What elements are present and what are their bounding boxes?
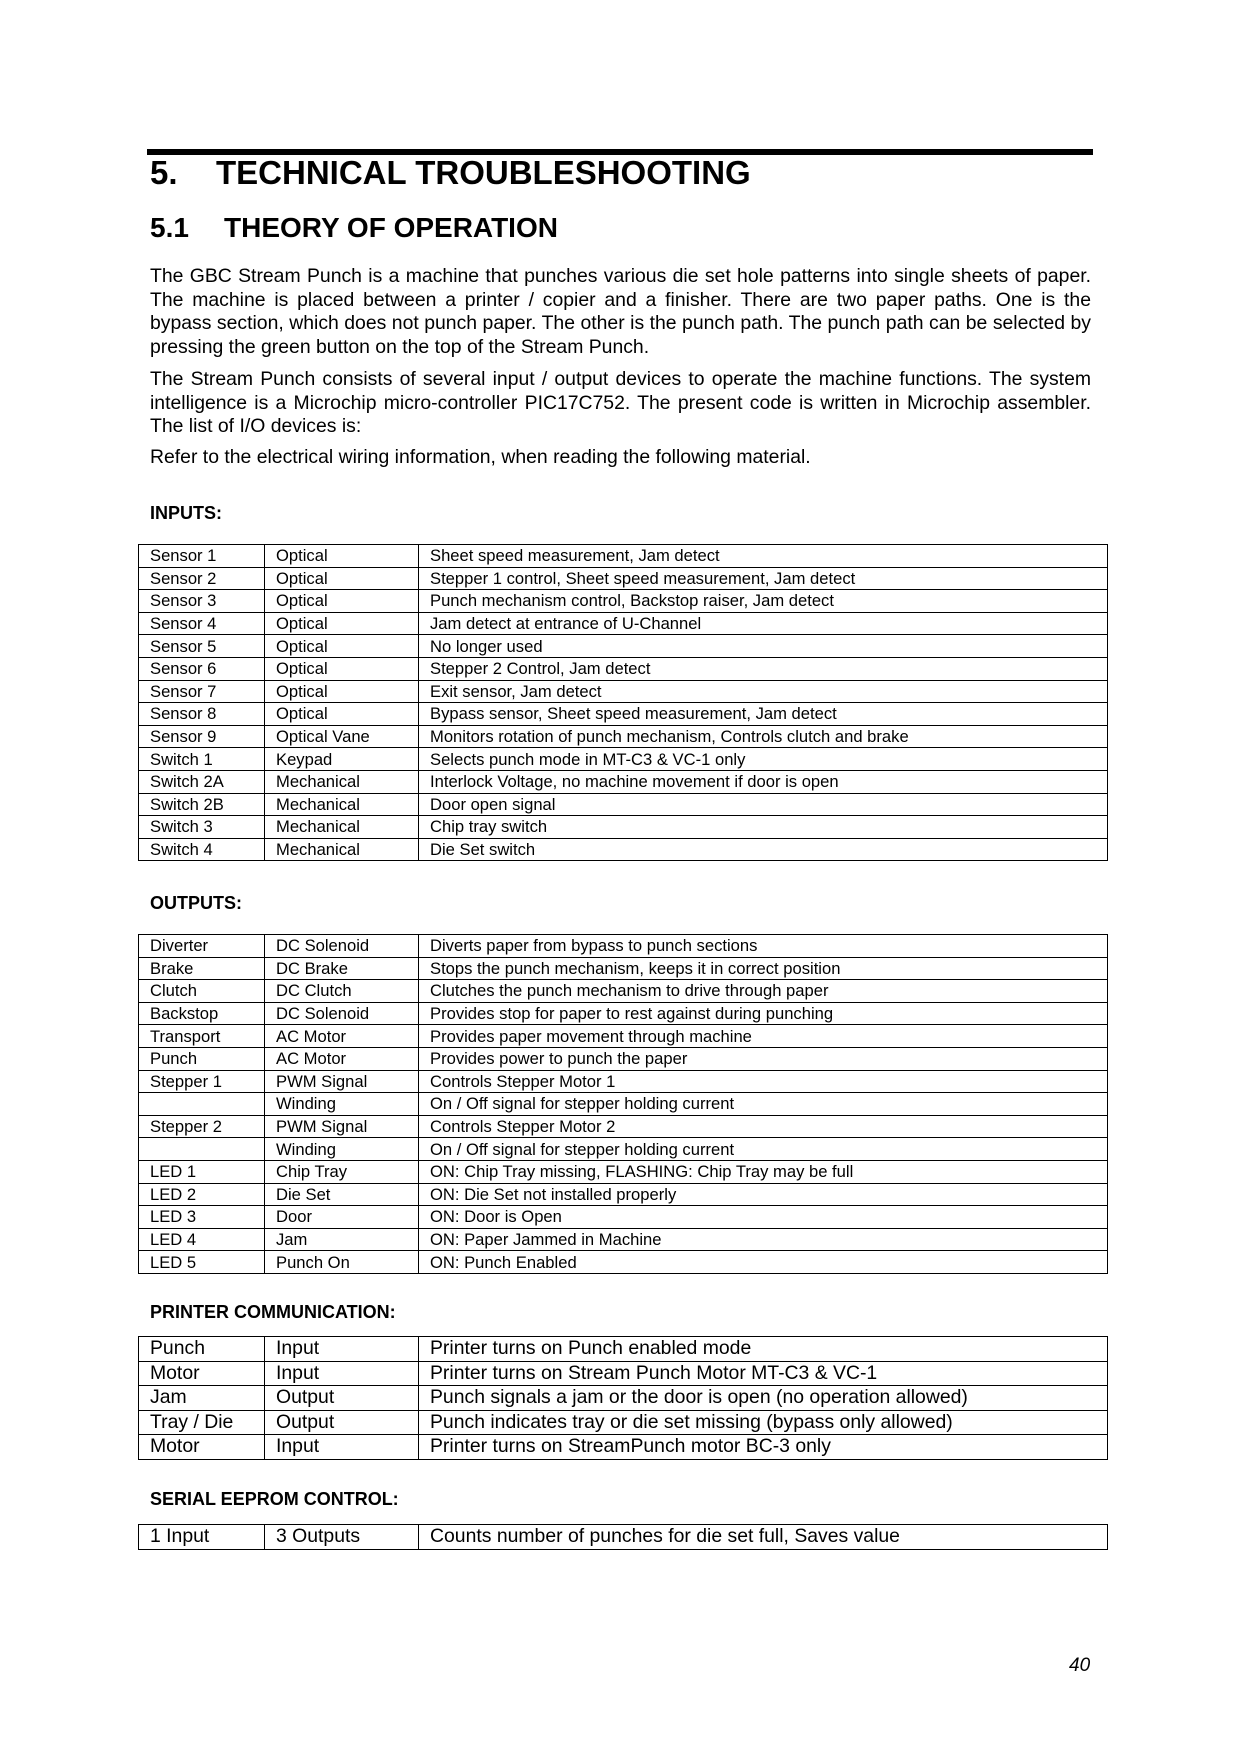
type-cell: Door [265,1206,419,1229]
description-cell: Door open signal [419,793,1108,816]
type-cell: Punch On [265,1251,419,1274]
type-cell: Optical [265,545,419,568]
type-cell: DC Brake [265,957,419,980]
description-cell: Punch signals a jam or the door is open (no operation allowed) [419,1386,1108,1411]
intro-paragraph: The GBC Stream Punch is a machine that punches various die set hole patterns into single sheets of paper. The machine is placed between a printer / copier and a finisher. There are two paper paths. One is the bypass section, which does not punch paper. The other is the punch path. The punch path can be selected by pressing the green button on the top of the Stream Punch. [150,265,1091,358]
type-cell: Optical [265,590,419,613]
type-cell: Mechanical [265,793,419,816]
table-row [139,590,1108,613]
device-cell: LED 1 [139,1160,265,1183]
table-row [139,1361,1108,1386]
type-cell: Mechanical [265,816,419,839]
devices-paragraph: The Stream Punch consists of several input / output devices to operate the machine functions. The system intelligence is a Microchip micro-controller PIC17C752. The present code is written in Microchip assembler. The list of I/O devices is: [150,368,1091,437]
table-row [139,612,1108,635]
table-row [139,748,1108,771]
type-cell: Mechanical [265,770,419,793]
device-cell: Punch [139,1047,265,1070]
device-cell: Sensor 1 [139,545,265,568]
table-row [139,816,1108,839]
description-cell: Jam detect at entrance of U-Channel [419,612,1108,635]
type-cell: Jam [265,1228,419,1251]
table-row [139,980,1108,1003]
type-cell: PWM Signal [265,1115,419,1138]
table-row [139,1206,1108,1229]
device-cell: Switch 2B [139,793,265,816]
description-cell: ON: Paper Jammed in Machine [419,1228,1108,1251]
description-cell: Sheet speed measurement, Jam detect [419,545,1108,568]
type-cell: Optical [265,703,419,726]
table-row [139,1160,1108,1183]
type-cell: Chip Tray [265,1160,419,1183]
description-cell: Controls Stepper Motor 2 [419,1115,1108,1138]
type-cell: Optical [265,657,419,680]
description-cell: Stops the punch mechanism, keeps it in correct position [419,957,1108,980]
device-cell: Stepper 2 [139,1115,265,1138]
device-cell: Tray / Die [139,1410,265,1435]
table-row [139,1047,1108,1070]
description-cell: Stepper 2 Control, Jam detect [419,657,1108,680]
description-cell: Interlock Voltage, no machine movement if door is open [419,770,1108,793]
type-cell: Optical [265,612,419,635]
type-cell: AC Motor [265,1025,419,1048]
type-cell: AC Motor [265,1047,419,1070]
table-row [139,545,1108,568]
description-cell: Chip tray switch [419,816,1108,839]
chapter-heading [150,154,751,192]
device-cell: LED 4 [139,1228,265,1251]
serial-eeprom-table [138,1524,1108,1550]
description-cell: On / Off signal for stepper holding current [419,1138,1108,1161]
inputs-table [138,544,1108,861]
description-cell: Printer turns on Stream Punch Motor MT-C3 & VC-1 [419,1361,1108,1386]
device-cell: Sensor 3 [139,590,265,613]
type-cell: Output [265,1386,419,1411]
device-cell: LED 2 [139,1183,265,1206]
device-cell: LED 5 [139,1251,265,1274]
device-cell [139,1093,265,1116]
type-cell: 3 Outputs [265,1525,419,1550]
table-row [139,657,1108,680]
device-cell: Switch 2A [139,770,265,793]
description-cell: No longer used [419,635,1108,658]
description-cell: Diverts paper from bypass to punch sections [419,935,1108,958]
type-cell: Keypad [265,748,419,771]
description-cell: Bypass sensor, Sheet speed measurement, Jam detect [419,703,1108,726]
table-row [139,1410,1108,1435]
device-cell: Transport [139,1025,265,1048]
description-cell: Monitors rotation of punch mechanism, Controls clutch and brake [419,725,1108,748]
description-cell: Stepper 1 control, Sheet speed measurement, Jam detect [419,567,1108,590]
device-cell: Switch 4 [139,838,265,861]
description-cell: ON: Die Set not installed properly [419,1183,1108,1206]
table-row [139,1138,1108,1161]
wiring-note-paragraph: Refer to the electrical wiring information, when reading the following material. [150,446,811,468]
type-cell: Output [265,1410,419,1435]
type-cell: Input [265,1435,419,1460]
table-row [139,935,1108,958]
table-row [139,1093,1108,1116]
table-row [139,793,1108,816]
type-cell: Winding [265,1138,419,1161]
table-row [139,1002,1108,1025]
device-cell: LED 3 [139,1206,265,1229]
table-row [139,957,1108,980]
description-cell: Provides power to punch the paper [419,1047,1108,1070]
device-cell: 1 Input [139,1525,265,1550]
table-row [139,1183,1108,1206]
section-number: 5.1 [150,212,189,243]
device-cell: Punch [139,1337,265,1362]
device-cell: Sensor 7 [139,680,265,703]
device-cell: Switch 1 [139,748,265,771]
table-row [139,680,1108,703]
device-cell: Sensor 4 [139,612,265,635]
description-cell: Clutches the punch mechanism to drive through paper [419,980,1108,1003]
device-cell: Sensor 9 [139,725,265,748]
type-cell: Optical [265,680,419,703]
type-cell: PWM Signal [265,1070,419,1093]
outputs-heading: OUTPUTS: [150,893,242,913]
table-row [139,1386,1108,1411]
type-cell: Optical [265,567,419,590]
description-cell: Punch mechanism control, Backstop raiser, Jam detect [419,590,1108,613]
type-cell: Input [265,1361,419,1386]
device-cell: Sensor 6 [139,657,265,680]
table-row [139,725,1108,748]
device-cell: Motor [139,1435,265,1460]
device-cell: Switch 3 [139,816,265,839]
table-row [139,635,1108,658]
table-row [139,1525,1108,1550]
description-cell: Die Set switch [419,838,1108,861]
table-row [139,770,1108,793]
description-cell: ON: Chip Tray missing, FLASHING: Chip Tray may be full [419,1160,1108,1183]
chapter-title: TECHNICAL TROUBLESHOOTING [216,154,751,191]
device-cell: Clutch [139,980,265,1003]
device-cell: Sensor 5 [139,635,265,658]
description-cell: Printer turns on Punch enabled mode [419,1337,1108,1362]
description-cell: Exit sensor, Jam detect [419,680,1108,703]
device-cell: Motor [139,1361,265,1386]
outputs-table [138,934,1108,1274]
device-cell: Stepper 1 [139,1070,265,1093]
section-heading [150,212,558,244]
description-cell: Printer turns on StreamPunch motor BC-3 only [419,1435,1108,1460]
device-cell: Brake [139,957,265,980]
type-cell: DC Solenoid [265,1002,419,1025]
table-row [139,703,1108,726]
type-cell: Mechanical [265,838,419,861]
chapter-number: 5. [150,154,178,191]
page-number: 40 [1069,1655,1091,1676]
description-cell: On / Off signal for stepper holding current [419,1093,1108,1116]
type-cell: Optical Vane [265,725,419,748]
type-cell: Optical [265,635,419,658]
device-cell: Sensor 8 [139,703,265,726]
table-row [139,1435,1108,1460]
description-cell: Controls Stepper Motor 1 [419,1070,1108,1093]
printer-communication-heading: PRINTER COMMUNICATION: [150,1302,396,1322]
description-cell: Punch indicates tray or die set missing (bypass only allowed) [419,1410,1108,1435]
device-cell: Jam [139,1386,265,1411]
type-cell: DC Clutch [265,980,419,1003]
description-cell: Selects punch mode in MT-C3 & VC-1 only [419,748,1108,771]
device-cell: Sensor 2 [139,567,265,590]
description-cell: Provides paper movement through machine [419,1025,1108,1048]
type-cell: Input [265,1337,419,1362]
inputs-heading: INPUTS: [150,503,222,523]
table-row [139,1251,1108,1274]
table-row [139,1070,1108,1093]
table-row [139,1337,1108,1362]
device-cell: Backstop [139,1002,265,1025]
type-cell: DC Solenoid [265,935,419,958]
section-title: THEORY OF OPERATION [224,212,558,243]
description-cell: Provides stop for paper to rest against during punching [419,1002,1108,1025]
table-row [139,838,1108,861]
description-cell: ON: Punch Enabled [419,1251,1108,1274]
device-cell [139,1138,265,1161]
table-row [139,1025,1108,1048]
serial-eeprom-heading: SERIAL EEPROM CONTROL: [150,1489,399,1509]
type-cell: Die Set [265,1183,419,1206]
device-cell: Diverter [139,935,265,958]
description-cell: ON: Door is Open [419,1206,1108,1229]
printer-communication-table [138,1336,1108,1460]
description-cell: Counts number of punches for die set full, Saves value [419,1525,1108,1550]
table-row [139,1115,1108,1138]
table-row [139,567,1108,590]
table-row [139,1228,1108,1251]
type-cell: Winding [265,1093,419,1116]
